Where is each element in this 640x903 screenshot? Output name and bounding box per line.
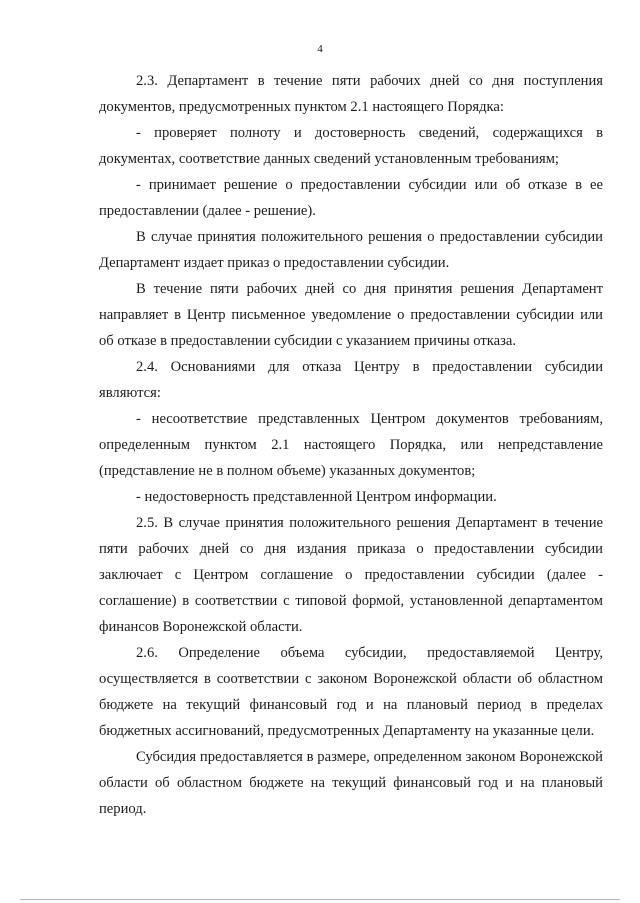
page-number: 4 xyxy=(317,43,323,55)
document-body xyxy=(99,68,603,822)
paragraph-unreliable-info: - недостоверность представленной Центром информации. xyxy=(136,489,497,505)
bottom-edge-line xyxy=(20,899,620,900)
paragraph-make-decision: - принимает решение о предоставлении субсидии или об отказе в ее предоставлении (далее - решение). xyxy=(99,177,603,219)
paragraph-2-5: 2.5. В случае принятия положительного решения Департамент в течение пяти рабочих дней со дня издания приказа о предоставлении субсидии заключает с Центром соглашение о предоставлении субсидии (далее - соглашение) в соответствии с типовой формой, установленной департаментом финансов Воронежской области. xyxy=(99,515,603,635)
paragraph-2-6: 2.6. Определение объема субсидии, предоставляемой Центру, осуществляется в соответствии с законом Воронежской области об областном бюджете на текущий финансовый год и на плановый период в пределах бюджетных ассигнований, предусмотренных Департаменту на указанные цели. xyxy=(99,645,603,739)
paragraph-positive-decision: В случае принятия положительного решения о предоставлении субсидии Департамент издает приказ о предоставлении субсидии. xyxy=(99,229,603,271)
paragraph-check-completeness: - проверяет полноту и достоверность сведений, содержащихся в документах, соответствие данных сведений установленным требованиям; xyxy=(99,125,603,167)
paragraph-2-3: 2.3. Департамент в течение пяти рабочих дней со дня поступления документов, предусмотренных пунктом 2.1 настоящего Порядка: xyxy=(99,73,603,115)
paragraph-2-4: 2.4. Основаниями для отказа Центру в предоставлении субсидии являются: xyxy=(99,359,603,401)
paragraph-noncompliance: - несоответствие представленных Центром документов требованиям, определенным пунктом 2.1 настоящего Порядка, или непредставление (представление не в полном объеме) указанных документов; xyxy=(99,411,603,479)
paragraph-subsidy-amount: Субсидия предоставляется в размере, определенном законом Воронежской области об областном бюджете на текущий финансовый год и на плановый период. xyxy=(99,749,603,817)
paragraph-notification: В течение пяти рабочих дней со дня принятия решения Департамент направляет в Центр письменное уведомление о предоставлении субсидии или об отказе в предоставлении субсидии с указанием причины отказа. xyxy=(99,281,603,349)
